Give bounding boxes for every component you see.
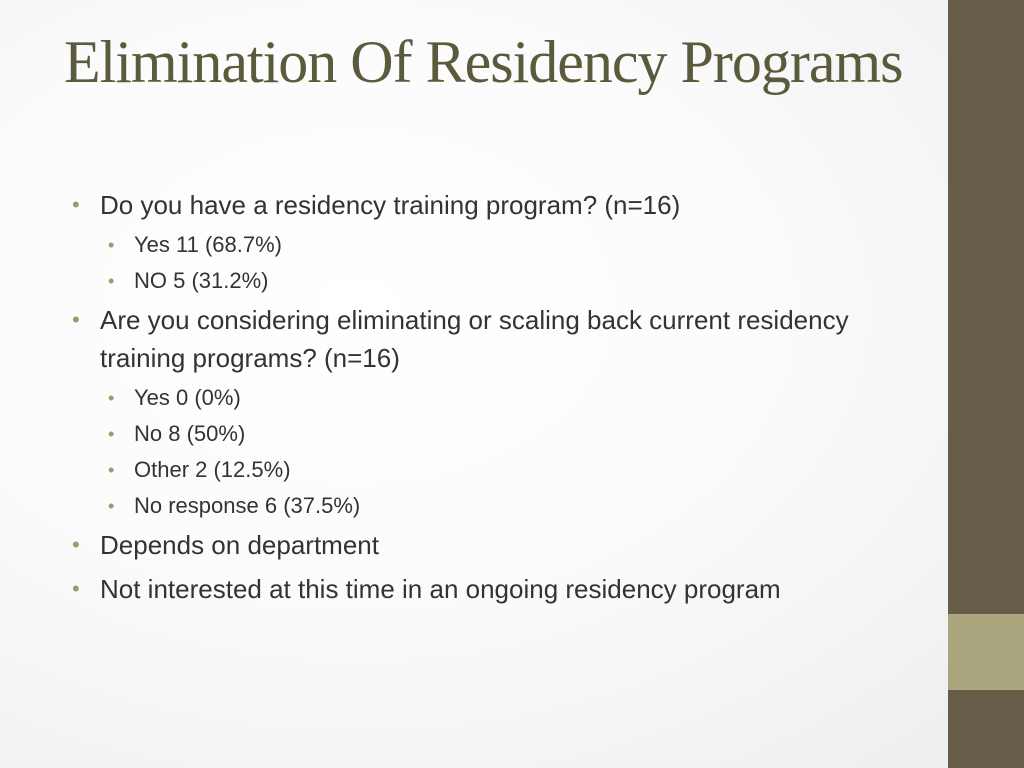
slide-title: Elimination Of Residency Programs [64, 29, 903, 95]
sub-bullet-item: • No response 6 (37.5%) [108, 491, 932, 521]
decorative-sidebar-dark [948, 0, 1024, 614]
sub-bullet-item: • NO 5 (31.2%) [108, 266, 932, 296]
bullet-list [72, 184, 932, 614]
bullet-item: • Not interested at this time in an ongoing residency program [72, 570, 932, 608]
bullet-item: • Depends on department [72, 526, 932, 564]
decorative-sidebar-light [948, 614, 1024, 690]
bullet-item: • Are you considering eliminating or scaling back current residency training programs? (n=16) [72, 301, 932, 377]
sub-bullet-item: • Yes 0 (0%) [108, 383, 932, 413]
sub-bullet-item: • Other 2 (12.5%) [108, 455, 932, 485]
decorative-sidebar-dark-bottom [948, 690, 1024, 768]
sub-bullet-item: • No 8 (50%) [108, 419, 932, 449]
bullet-item: • Do you have a residency training program? (n=16) [72, 186, 932, 224]
sub-bullet-item: • Yes 11 (68.7%) [108, 230, 932, 260]
